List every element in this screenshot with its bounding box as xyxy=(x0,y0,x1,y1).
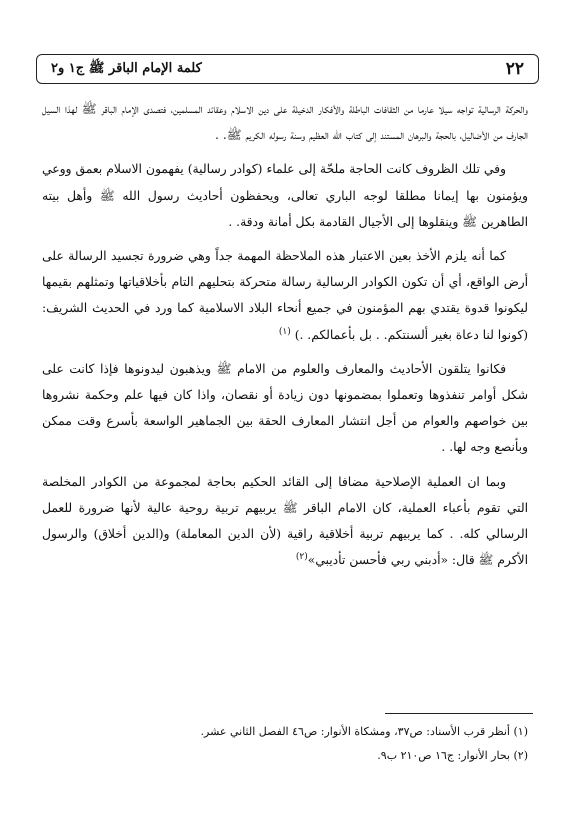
footnote-divider xyxy=(385,713,533,714)
paragraph xyxy=(42,96,528,148)
footnotes xyxy=(42,720,528,768)
page-header xyxy=(36,54,539,84)
running-title: كلمة الإمام الباقر ﷺ ج١ و٢ xyxy=(51,60,202,76)
footnote-marker: (١) xyxy=(278,326,291,337)
footnote: (١) أنظر قرب الأسناد: ص٣٧، ومشكاة الأنوار: ص٤٦ الفصل الثاني عشر. xyxy=(200,725,528,738)
paragraph xyxy=(42,156,528,235)
paragraph-text: فكانوا يتلقون الأحاديث والمعارف والعلوم من الامام ﷺ ويذهبون ليدونوها فإذا كانت على شكل أوامر تنفذوها وتعملوا بمضمونها دون زيادة أو نقصان، واذا كان فيها علم وحكمة نشروها بين خواصهم والعوام من أجل انتشار المعارف الحقة بين الجماهير الواسعة بأسرع وقت ممكن وبأنصع وجه لها. . xyxy=(42,361,528,455)
paragraph xyxy=(42,356,528,461)
paragraph-text: والحركة الرسالية تواجه سيلا عارما من الثقافات الباطلة والأفكار الدخيلة على دين الاسلام وعقائد المسلمين، فتصدى الإمام الباقر ﷺ لهذا السيل الجارف من الأضاليل، بالحجة والبرهان المستند إلى كتاب الله العظيم وسنة رسوله الكريم ﷺ. . xyxy=(42,102,528,143)
paragraph-text: وبما ان العملية الإصلاحية مضافا إلى القائد الحكيم بحاجة لمجموعة من الكوادر المخلصة التي تقوم بأعباء العملية، كان الامام الباقر ﷺ يربيهم تربية روحية عالية لأنها ضرورة للعمل الرسالي كله. . كما يربيهم تربية أخلاقية راقية (لأن الدين المعاملة) و(الدين أخلاق) والرسول الأكرم ﷺ قال: «أدبني ربي فأحسن تأديبي» xyxy=(42,474,528,568)
paragraph-text: كما أنه يلزم الأخذ بعين الاعتبار هذه الملاحظة المهمة جداً وهي ضرورة تجسيد الرسالة على أرض الواقع، أي أن تكون الكوادر الرسالية رسالة متحركة بتحليهم التام بأخلاقياتها وتمثلهم بقيمها ليكونوا قدوة يقتدي بهم المؤمنون في جميع أنحاء البلاد الاسلامية كما ورد في الحديث الشريف: (كونوا لنا دعاة بغير ألسنتكم. . بل بأعمالكم. .) xyxy=(42,249,528,342)
footnote-marker: (٢) xyxy=(295,552,308,563)
paragraph xyxy=(42,243,528,348)
paragraph xyxy=(42,469,528,574)
footnote: (٢) بحار الأنوار: ج١٦ ص٢١٠ ب٩. xyxy=(377,749,528,762)
page-number: ٢٢ xyxy=(505,59,524,79)
body-text xyxy=(42,96,528,581)
paragraph-text: وفي تلك الظروف كانت الحاجة ملحّة إلى علماء (كوادر رسالية) يفهمون الاسلام بعمق ووعي ويؤمنون بها إيمانا مطلقا لوجه الباري تعالى، ويحفظون أحاديث رسول الله ﷺ وأهل بيته الطاهرين ﷺ وينقلوها إلى الأجيال القادمة بكل أمانة ودقة. . xyxy=(42,162,528,229)
